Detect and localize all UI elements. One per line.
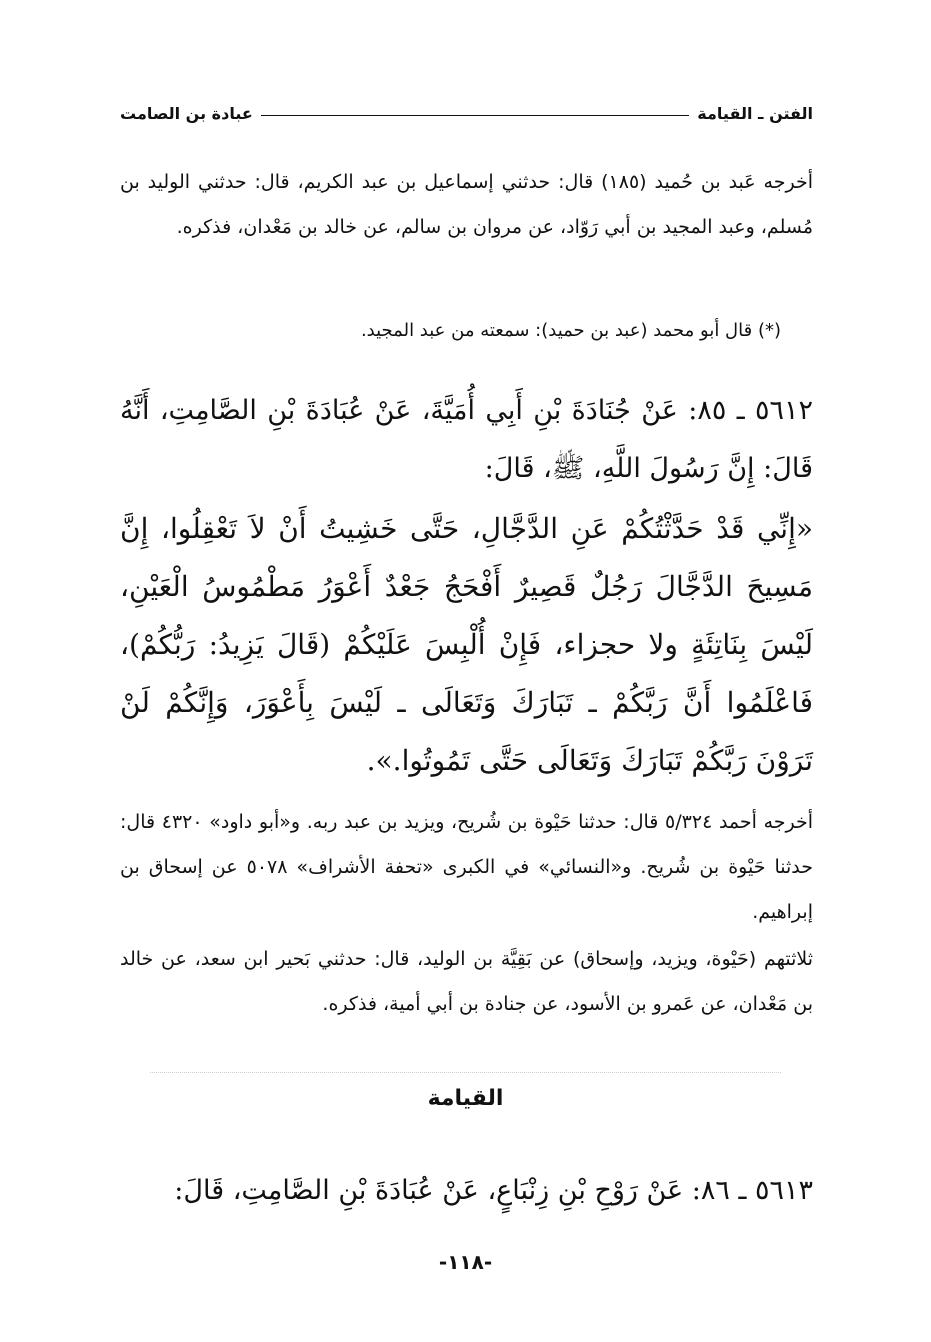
page-number: -١١٨-: [438, 1250, 493, 1274]
section-divider: [150, 1072, 781, 1073]
header-chapter-title: الفتن ـ القيامة: [697, 103, 813, 123]
source-paragraph-3: ثلاثتهم (حَيْوة، ويزيد، وإسحاق) عن بَقِيَّة بن الوليد، قال: حدثني بَحير ابن سعد، عن خالد بن مَعْدان، عن عَمرو بن الأسود، عن جنادة بن أبي أمية، فذكره.: [120, 948, 813, 1015]
footnote: (*) قال أبو محمد (عبد بن حميد): سمعته من عبد المجيد.: [360, 320, 781, 341]
header-rule: [261, 115, 690, 116]
running-header: [120, 96, 813, 130]
source-paragraph-1: أخرجه عَبد بن حُميد (١٨٥) قال: حدثني إسماعيل بن عبد الكريم، قال: حدثني الوليد بن مُسلم، وعبد المجيد بن أبي رَوّاد، عن مروان بن سالم، عن خالد بن مَعْدان، فذكره.: [120, 171, 813, 238]
header-companion-name: عبادة بن الصامت: [120, 103, 253, 123]
source-paragraph-2: أخرجه أحمد ٥/٣٢٤ قال: حدثنا حَيْوة بن شُريح، ويزيد بن عبد ربه. و«أبو داود» ٤٣٢٠ قال: حدثنا حَيْوة بن شُريح. و«النسائي» في الكبرى «تحفة الأشراف» ٥٠٧٨ عن إسحاق بن إبراهيم.: [120, 811, 814, 923]
hadith-isnad-5613: ٥٦١٣ ـ ٨٦: عَنْ رَوْحِ بْنِ زِنْبَاعٍ، عَنْ عُبَادَةَ بْنِ الصَّامِتِ، قَالَ:: [174, 1175, 813, 1206]
hadith-isnad-5612: ٥٦١٢ ـ ٨٥: عَنْ جُنَادَةَ بْنِ أَبِي أُمَيَّةَ، عَنْ عُبَادَةَ بْنِ الصَّامِتِ، أَنَّهُ قَالَ: إِنَّ رَسُولَ اللَّهِ، ﷺ، قَالَ:: [120, 395, 813, 484]
hadith-matn-5612: «إِنِّي قَدْ حَدَّثْتُكُمْ عَنِ الدَّجَّالِ، حَتَّى خَشِيتُ أَنْ لاَ تَعْقِلُوا، إِنَّ مَسِيحَ الدَّجَّالَ رَجُلٌ قَصِيرٌ أَفْحَجُ جَعْدٌ أَعْوَرُ مَطْمُوسُ الْعَيْنِ، لَيْسَ بِنَاتِئَةٍ ولا حجزاء، فَإِنْ أُلْبِسَ عَلَيْكُمْ (قَالَ يَزِيدُ: رَبُّكُمْ)، فَاعْلَمُوا أَنَّ رَبَّكُمْ ـ تَبَارَكَ وَتَعَالَى ـ لَيْسَ بِأَعْوَرَ، وَإِنَّكُمْ لَنْ تَرَوْنَ رَبَّكُمْ تَبَارَكَ وَتَعَالَى حَتَّى تَمُوتُوا.».: [120, 512, 813, 777]
section-heading: القيامة: [427, 1086, 504, 1111]
